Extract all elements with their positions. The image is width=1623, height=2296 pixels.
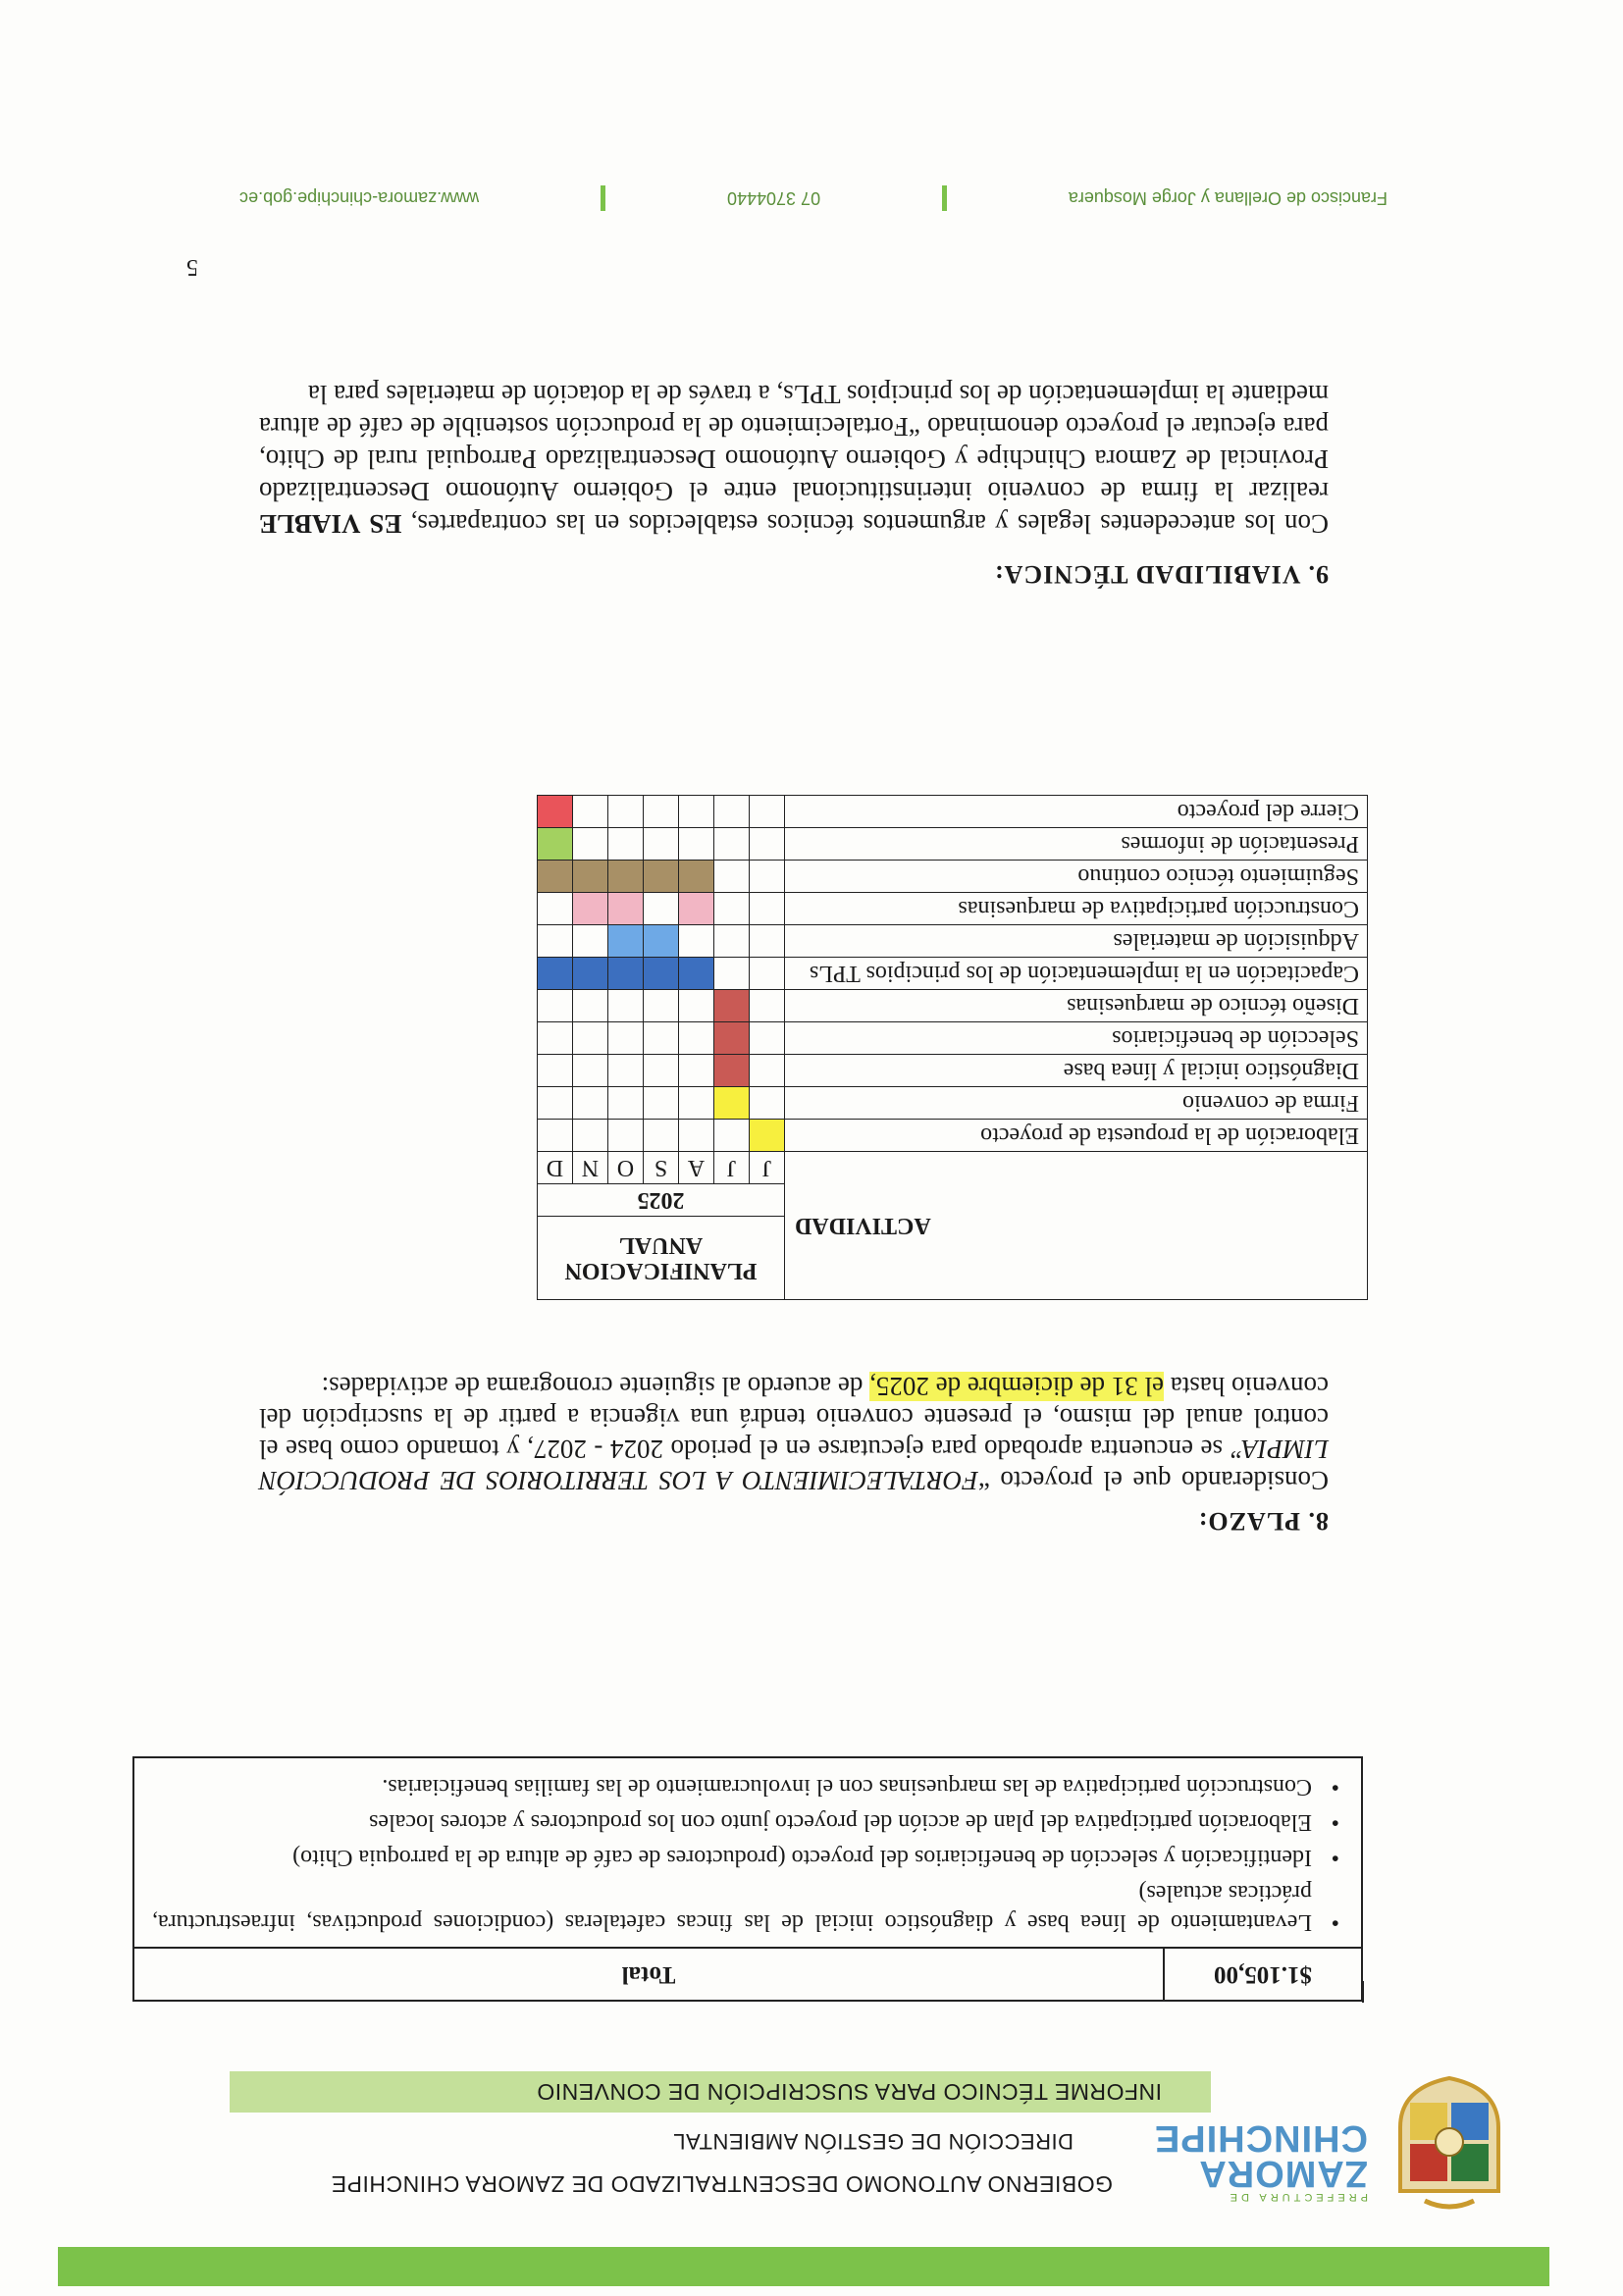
activity-name: Selección de beneficiarios — [785, 1022, 1368, 1055]
schedule-cell — [679, 1087, 714, 1120]
footer-phone: 07 3704440 — [726, 188, 821, 209]
activity-name: Diseño técnico de marquesinas — [785, 990, 1368, 1022]
schedule-cell — [573, 1120, 608, 1152]
schedule-cell — [538, 958, 573, 990]
schedule-cell — [714, 1120, 750, 1152]
schedule-cell — [573, 1022, 608, 1055]
table-row — [538, 1055, 1368, 1087]
schedule-cell — [750, 1120, 785, 1152]
schedule-cell — [714, 1022, 750, 1055]
section-8-paragraph — [259, 1371, 1329, 1496]
schedule-cell — [573, 828, 608, 861]
schedule-cell — [538, 1087, 573, 1120]
project-name: FORTALECIMIENTO A LOS TERRITORIOS DE PRODUCCIÓN LIMPIA — [258, 1435, 1329, 1495]
list-item: • Levantamiento de línea base y diagnóstico inicial de las fincas cafetaleras (condiciones productivas, infraestructura, prácticas actuales) — [152, 1878, 1339, 1937]
schedule-cell — [750, 893, 785, 925]
schedule-cell — [714, 925, 750, 958]
schedule-cell — [644, 861, 679, 893]
schedule-cell — [750, 861, 785, 893]
schedule-cell — [714, 1055, 750, 1087]
schedule-cell — [608, 893, 644, 925]
header-green-band — [58, 2247, 1549, 2286]
schedule-cell — [644, 958, 679, 990]
activity-name: Elaboración de la propuesta de proyecto — [785, 1120, 1368, 1152]
table-row — [538, 1087, 1368, 1120]
schedule-cell — [573, 1087, 608, 1120]
schedule-cell — [679, 990, 714, 1022]
schedule-cell — [714, 796, 750, 828]
section-9-paragraph — [259, 378, 1329, 540]
month-header: O — [608, 1152, 644, 1184]
schedule-cell — [573, 990, 608, 1022]
schedule-cell — [538, 990, 573, 1022]
brand-wordmark — [1153, 2117, 1368, 2203]
schedule-cell — [679, 1120, 714, 1152]
brand-prefectura-label: PREFECTURA DE — [1226, 2191, 1368, 2203]
activities-bullet-list — [134, 1758, 1361, 1947]
schedule-cell — [644, 1022, 679, 1055]
schedule-cell — [750, 958, 785, 990]
month-header: N — [573, 1152, 608, 1184]
schedule-cell — [573, 861, 608, 893]
section-8-heading: 8. PLAZO: — [1197, 1507, 1329, 1536]
schedule-cell — [608, 861, 644, 893]
schedule-cell — [538, 796, 573, 828]
schedule-cell — [714, 990, 750, 1022]
brand-chinchipe: CHINCHIPE — [1153, 2117, 1368, 2159]
schedule-cell — [679, 925, 714, 958]
schedule-cell — [538, 1055, 573, 1087]
schedule-cell — [608, 828, 644, 861]
list-item: • Construcción participativa de las marquesinas con el involucramiento de las familias beneficiarias. — [152, 1772, 1339, 1801]
schedule-cell — [750, 990, 785, 1022]
table-row — [538, 1022, 1368, 1055]
activity-name: Capacitación en la implementación de los principios TPLs — [785, 958, 1368, 990]
schedule-body — [538, 796, 1368, 1152]
schedule-cell — [608, 958, 644, 990]
page-number: 5 — [186, 254, 198, 280]
schedule-cell — [608, 925, 644, 958]
schedule-cell — [679, 796, 714, 828]
table-row — [538, 893, 1368, 925]
schedule-cell — [750, 1055, 785, 1087]
budget-total-value: $1.105,00 — [1163, 1949, 1361, 2000]
table-header-row — [538, 1217, 1368, 1300]
footer-separator — [942, 185, 947, 211]
budget-box — [132, 1756, 1363, 2002]
schedule-cell — [679, 861, 714, 893]
table-row — [538, 1120, 1368, 1152]
schedule-cell — [714, 861, 750, 893]
schedule-cell — [538, 925, 573, 958]
schedule-cell — [714, 958, 750, 990]
schedule-cell — [538, 893, 573, 925]
schedule-cell — [714, 1087, 750, 1120]
activity-name: Firma de convenio — [785, 1087, 1368, 1120]
viability-verdict: ES VIABLE — [259, 509, 402, 539]
schedule-cell — [644, 990, 679, 1022]
month-header: J — [750, 1152, 785, 1184]
schedule-cell — [679, 1055, 714, 1087]
list-item: • Elaboración participativa del plan de acción del proyecto junto con los productores y actores locales — [152, 1807, 1339, 1837]
schedule-cell — [573, 1055, 608, 1087]
schedule-cell — [608, 1022, 644, 1055]
schedule-cell — [750, 796, 785, 828]
schedule-cell — [644, 1055, 679, 1087]
schedule-cell — [750, 1022, 785, 1055]
schedule-cell — [644, 1087, 679, 1120]
activity-name: Adquisición de materiales — [785, 925, 1368, 958]
highlighted-deadline: el 31 de diciembre de 2025, — [869, 1372, 1165, 1401]
schedule-cell — [538, 1022, 573, 1055]
schedule-cell — [750, 1087, 785, 1120]
budget-total-row — [134, 1947, 1361, 2000]
schedule-cell — [608, 796, 644, 828]
schedule-cell — [679, 828, 714, 861]
footer-address: Francisco de Orellana y Jorge Mosquera — [1068, 188, 1387, 209]
month-header: A — [679, 1152, 714, 1184]
table-row — [538, 828, 1368, 861]
month-header: J — [714, 1152, 750, 1184]
section-8-text-mid: ” se encuentra aprobado para ejecutarse en el periodo 2024 - 2027, y tomando como base el control anual del mismo, el presente convenio tendrá una vigencia a partir de la suscripción del convenio hasta — [259, 1372, 1329, 1464]
schedule-cell — [714, 828, 750, 861]
schedule-cell — [679, 958, 714, 990]
footer-website: www.zamora-chinchipe.gob.ec — [239, 188, 480, 209]
schedule-cell — [644, 796, 679, 828]
schedule-cell — [608, 1055, 644, 1087]
schedule-cell — [573, 893, 608, 925]
footer — [239, 185, 1387, 211]
section-8-text-end: de acuerdo al siguiente cronograma de actividades: — [321, 1372, 870, 1401]
schedule-cell — [573, 958, 608, 990]
schedule-cell — [608, 1087, 644, 1120]
month-header: D — [538, 1152, 573, 1184]
prefectura-coat-of-arms-logo — [1386, 2073, 1513, 2211]
schedule-cell — [538, 828, 573, 861]
brand-zamora: ZAMORA — [1198, 2153, 1368, 2194]
schedule-cell — [644, 893, 679, 925]
table-row — [538, 861, 1368, 893]
activity-name: Presentación de informes — [785, 828, 1368, 861]
table-row — [538, 958, 1368, 990]
table-row — [538, 925, 1368, 958]
planning-header — [538, 1217, 785, 1300]
planning-header-line2: ANUAL — [618, 1232, 704, 1258]
table-row — [538, 796, 1368, 828]
schedule-cell — [750, 828, 785, 861]
activity-schedule-table — [537, 795, 1368, 1300]
month-header: S — [644, 1152, 679, 1184]
activity-name: Cierre del proyecto — [785, 796, 1368, 828]
schedule-cell — [679, 893, 714, 925]
activity-name: Diagnóstico inicial y línea base — [785, 1055, 1368, 1087]
section-9-text-end: realizar la firma de convenio interinstitucional entre el Gobierno Autónomo Descentralizado Provincial de Zamora Chinchipe y Gobierno Autónomo Descentralizado Parroquial rural de Chito, para ejecutar el proyecto denominado “Fortalecimiento de la producción sostenible de café de altura mediante la implementación de los principios TPLs, a través de la dotación de materiales para la — [259, 380, 1329, 506]
section-9-heading: 9. VIABILIDAD TÉCNICA: — [993, 560, 1329, 589]
schedule-cell — [644, 1120, 679, 1152]
header-gad-title: GOBIERNO AUTONOMO DESCENTRALIZADO DE ZAMORA CHINCHIPE — [331, 2171, 1113, 2197]
list-item: • Identificación y selección de beneficiarios del proyecto (productores de café de altura de la parroquia Chito) — [152, 1843, 1339, 1872]
activity-name: Construcción participativa de marquesinas — [785, 893, 1368, 925]
table-row — [538, 990, 1368, 1022]
schedule-cell — [644, 925, 679, 958]
schedule-cell — [573, 796, 608, 828]
activity-name: Seguimiento técnico continuo — [785, 861, 1368, 893]
schedule-cell — [608, 1120, 644, 1152]
schedule-cell — [644, 828, 679, 861]
budget-total-label: Total — [621, 1961, 676, 1988]
year-header: 2025 — [538, 1184, 785, 1217]
schedule-cell — [714, 893, 750, 925]
schedule-cell — [573, 925, 608, 958]
activity-column-header: ACTIVIDAD — [785, 1152, 1368, 1300]
schedule-cell — [538, 861, 573, 893]
section-9-text-start: Con los antecedentes legales y argumentos técnicos establecidos en las contrapartes, — [401, 509, 1329, 539]
schedule-cell — [608, 990, 644, 1022]
planning-header-line1: PLANIFICACION — [564, 1258, 758, 1283]
footer-separator — [601, 185, 605, 211]
header-direction-title: DIRECCIÓN DE GESTIÓN AMBIENTAL — [672, 2129, 1073, 2154]
section-8-text-start: Considerando que el proyecto “ — [977, 1466, 1329, 1495]
schedule-cell — [538, 1120, 573, 1152]
schedule-cell — [750, 925, 785, 958]
header-report-title: INFORME TÉCNICO PARA SUSCRIPCIÓN DE CONVENIO — [536, 2079, 1162, 2105]
schedule-cell — [679, 1022, 714, 1055]
